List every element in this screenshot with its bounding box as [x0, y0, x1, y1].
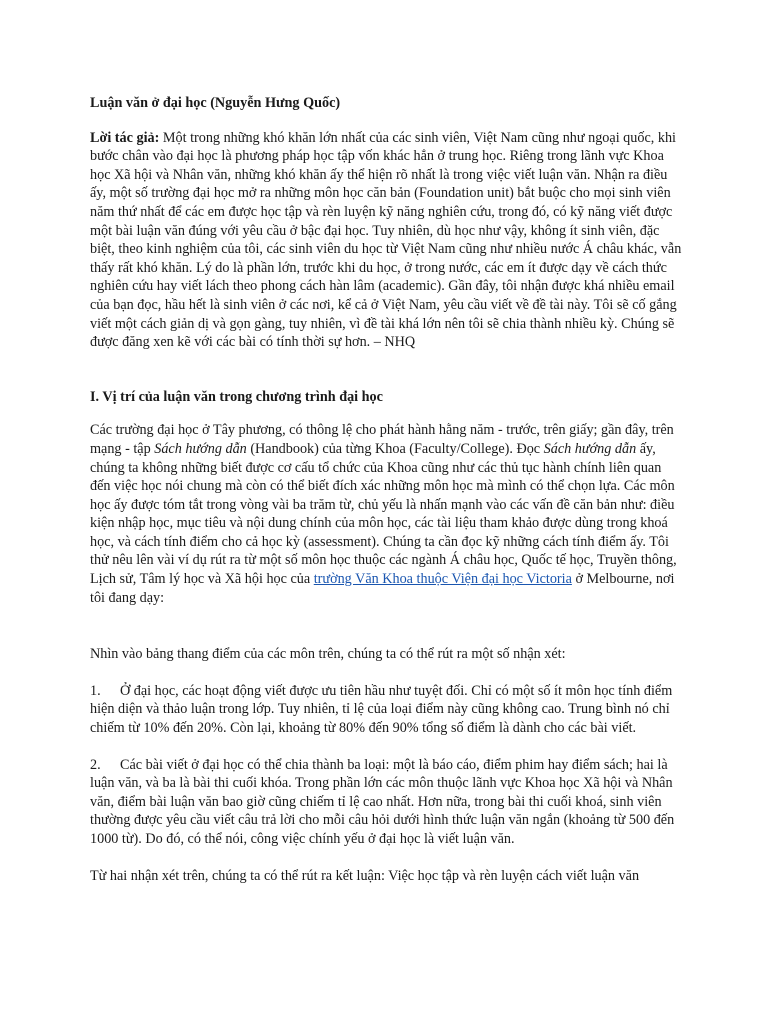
list-item-text: Các bài viết ở đại học có thể chia thành ba loại: một là báo cáo, điểm phim hay điểm sách; hai là luận văn, và ba là bài thi cuối khóa. Trong phần lớn các môn thuộc lãnh vực Khoa học Xã hội và Nhân văn, điểm bài luận văn bao giờ cũng chiếm tỉ lệ cao nhất. Hơn nữa, trong bài thi cuối khoá, sinh viên thường được yêu cầu viết câu trả lời cho mỗi câu hỏi dưới hình thức luận văn ngắn (khoảng từ 500 đến 1000 từ). Do đó, có thể nói, công việc chính yếu ở đại học là viết luận văn.	[90, 756, 675, 847]
list-item	[90, 682, 682, 738]
author-note-label: Lời tác giả:	[90, 129, 160, 146]
section-intro-paragraph	[90, 421, 682, 607]
document-title: Luận văn ở đại học (Nguyễn Hưng Quốc)	[90, 95, 341, 111]
intro-text-part2: (Handbook) của từng Khoa (Faculty/College). Đọc	[246, 440, 544, 457]
intro-text-part1: Các trường đại học ở Tây phương, có thông lệ cho phát hành hằng năm - trước, trên giấy; gần đây, trên mạng - tập	[90, 422, 674, 457]
handbook-italic-1: Sách hướng dẫn	[154, 440, 247, 457]
author-note-paragraph	[90, 129, 682, 352]
intro-text-part4: ở Melbourne, nơi tôi đang dạy:	[90, 571, 675, 606]
list-number: 1.	[90, 682, 101, 699]
table-placeholder-gap	[90, 625, 682, 645]
section-heading: I. Vị trí của luận văn trong chương trình đại học	[90, 388, 383, 405]
handbook-italic-2: Sách hướng dẫn	[543, 440, 637, 457]
victoria-university-link[interactable]: trường Văn Khoa thuộc Viện đại học Victoria	[313, 571, 572, 588]
intro-text-part3: ấy, chúng ta không những biết được cơ cấu tổ chức của Khoa cũng như các thủ tục hành chính liên quan đến việc học nói chung mà còn có thể biết đích xác những môn học mà mình có thể chọn lựa. Các môn học ấy được tóm tắt trong vòng vài ba trăm từ, chủ yếu là nhấn mạnh vào các vấn đề căn bản như: điều kiện nhập học, mục tiêu và nội dung chính của môn học, các tài liệu tham khảo được dùng trong khoá học, và cách tính điểm cho cả học kỳ (assessment). Chúng ta cần đọc kỹ những cách tính điểm ấy. Tôi thử nêu lên vài ví dụ rút ra từ một số môn học thuộc các ngành Á châu học, Quốc tế học, Truyền thông, Lịch sử, Tâm lý học và Xã hội học của	[90, 440, 677, 588]
author-note-text: Một trong những khó khăn lớn nhất của các sinh viên, Việt Nam cũng như ngoại quốc, khi bước chân vào đại học là phương pháp học tập vốn khác hẳn ở trung học. Riêng trong lãnh vực Khoa học Xã hội và Nhân văn, những khó khăn ấy thể hiện rõ nhất là trong việc viết luận văn. Nhận ra điều ấy, một số trường đại học mở ra những môn học căn bản (Foundation unit) bắt buộc cho mọi sinh viên năm thứ nhất để các em được học tập và rèn luyện kỹ năng nghiên cứu, trong đó, có kỹ năng viết được một bài luận văn đúng với yêu cầu ở bậc đại học. Tuy nhiên, dù học như vậy, không ít sinh viên, đặc biệt, theo kinh nghiệm của tôi, các sinh viên du học từ Việt Nam cũng như nhiều nước Á châu khác, vẫn thấy rất khó khăn. Lý do là phần lớn, trước khi du học, ở trong nước, các em ít được dạy về cách thức nghiên cứu hay viết lách theo phong cách hàn lâm (academic). Gần đây, tôi nhận được khá nhiều email của bạn đọc, hầu hết là sinh viên ở các nơi, kể cả ở Việt Nam, yêu cầu viết về đề tài này. Tôi sẽ cố gắng viết một cách giản dị và gọn gàng, tuy nhiên, vì đề tài khá lớn nên tôi sẽ chia thành nhiều kỳ. Chúng sẽ được đăng xen kẽ với các bài có tính thời sự hơn. – NHQ	[90, 129, 682, 351]
list-number: 2.	[90, 756, 101, 773]
conclusion-paragraph: Từ hai nhận xét trên, chúng ta có thể rút ra kết luận: Việc học tập và rèn luyện cách viết luận văn	[90, 867, 640, 884]
list-item-text: Ở đại học, các hoạt động viết được ưu tiên hầu như tuyệt đối. Chỉ có một số ít môn học tính điểm hiện diện và thảo luận trong lớp. Tuy nhiên, tỉ lệ của loại điểm này cũng không cao. Trung bình nó chỉ chiếm từ 10% đến 20%. Còn lại, khoảng từ 80% đến 90% tổng số điểm là dành cho các bài viết.	[90, 682, 673, 737]
observation-intro: Nhìn vào bảng thang điểm của các môn trên, chúng ta có thể rút ra một số nhận xét:	[90, 646, 566, 663]
list-item	[90, 756, 682, 849]
